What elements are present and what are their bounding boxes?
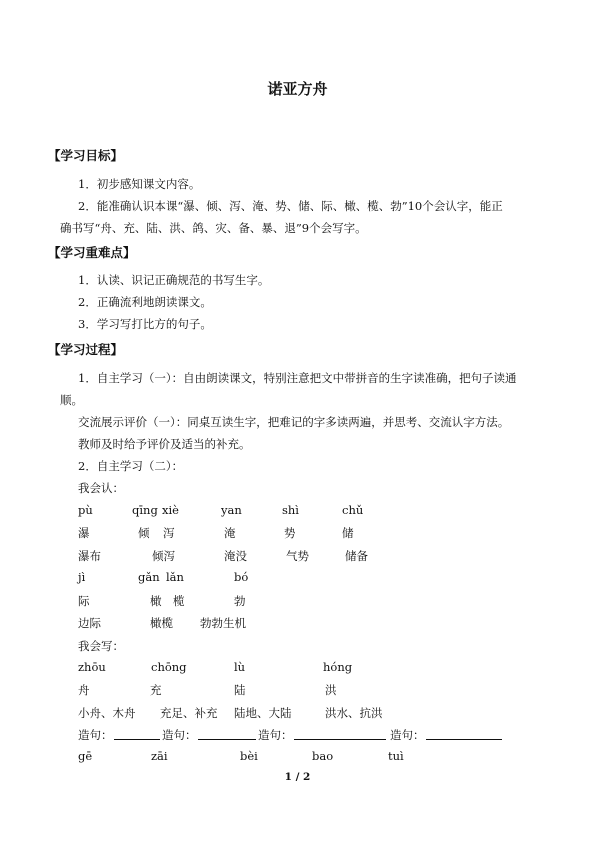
pinyin: chōng (151, 660, 187, 674)
pinyin: pù (78, 503, 93, 517)
pinyin: bao (312, 749, 334, 763)
character: 倾 (138, 526, 150, 540)
word: 储备 (345, 549, 368, 563)
pinyin: lǎn (166, 570, 184, 584)
pinyin: zhōu (78, 660, 106, 674)
character: 储 (342, 526, 354, 540)
goal-item: 确书写“舟、充、陆、洪、鸽、灾、备、暴、退”9个会写字。 (60, 221, 367, 235)
character: 际 (78, 594, 90, 608)
character: 榄 (173, 594, 185, 608)
sentence-blank[interactable] (294, 727, 386, 740)
word: 气势 (286, 549, 309, 563)
process-item: 交流展示评价（一）：同桌互读生字，把难记的字多读两遍，并思考、交流认字方法。 (78, 415, 510, 429)
pinyin: shì (282, 503, 299, 517)
word: 瀑布 (78, 549, 101, 563)
pinyin: jì (78, 570, 86, 584)
sentence-label: 造句： (390, 728, 425, 742)
word: 倾泻 (152, 549, 175, 563)
word: 橄榄 (150, 616, 173, 630)
character: 势 (284, 526, 296, 540)
sentence-label: 造句： (162, 728, 197, 742)
pinyin: xiè (162, 503, 179, 517)
page-number: 1 / 2 (284, 771, 311, 783)
process-item: 顺。 (60, 393, 83, 407)
write-label: 我会写： (78, 639, 124, 653)
pinyin: qīng (132, 503, 158, 517)
word: 边际 (78, 616, 101, 630)
word: 充足、补充 (160, 706, 218, 720)
pinyin: lù (234, 660, 246, 674)
word: 陆地、大陆 (234, 706, 292, 720)
page-title: 诺亚方舟 (267, 80, 328, 98)
character: 泻 (163, 526, 175, 540)
pinyin: chǔ (342, 503, 364, 517)
section-heading-keypoints: 【学习重难点】 (48, 245, 136, 260)
word: 洪水、抗洪 (325, 706, 383, 720)
keypoint-item: 1．认读、识记正确规范的书写生字。 (78, 273, 270, 287)
pinyin: gē (78, 749, 93, 763)
word: 勃勃生机 (200, 616, 246, 630)
process-item: 教师及时给予评价及适当的补充。 (78, 437, 251, 451)
word: 小舟、木舟 (78, 706, 136, 720)
pinyin: zāi (151, 749, 168, 763)
keypoint-item: 3．学习写打比方的句子。 (78, 317, 212, 331)
pinyin: gǎn (138, 570, 160, 584)
sentence-blank[interactable] (114, 727, 160, 740)
character: 洪 (325, 683, 337, 697)
character: 舟 (78, 683, 90, 697)
process-item: 2．自主学习（二）： (78, 459, 184, 473)
character: 淹 (224, 526, 236, 540)
pinyin: hóng (323, 660, 353, 674)
sentence-label: 造句： (78, 728, 113, 742)
sentence-blank[interactable] (198, 727, 256, 740)
character: 勃 (234, 594, 246, 608)
goal-item: 1．初步感知课文内容。 (78, 177, 201, 191)
process-item: 我会认： (78, 481, 124, 495)
pinyin: yan (221, 503, 242, 517)
pinyin: bèi (240, 749, 258, 763)
character: 陆 (234, 683, 246, 697)
pinyin: tuì (388, 749, 404, 763)
sentence-blank[interactable] (426, 727, 502, 740)
goal-item: 2．能准确认识本课“瀑、倾、泻、淹、势、储、际、橄、榄、勃”10个会认字，能正 (78, 199, 503, 213)
keypoint-item: 2．正确流利地朗读课文。 (78, 295, 212, 309)
character: 橄 (150, 594, 162, 608)
character: 瀑 (78, 526, 90, 540)
pinyin: bó (234, 570, 249, 584)
section-heading-process: 【学习过程】 (48, 342, 124, 357)
word: 淹没 (224, 549, 247, 563)
character: 充 (150, 683, 162, 697)
section-heading-goals: 【学习目标】 (48, 148, 124, 163)
process-item: 1．自主学习（一）：自由朗读课文，特别注意把文中带拼音的生字读准确，把句子读通 (78, 371, 517, 385)
sentence-label: 造句： (258, 728, 293, 742)
